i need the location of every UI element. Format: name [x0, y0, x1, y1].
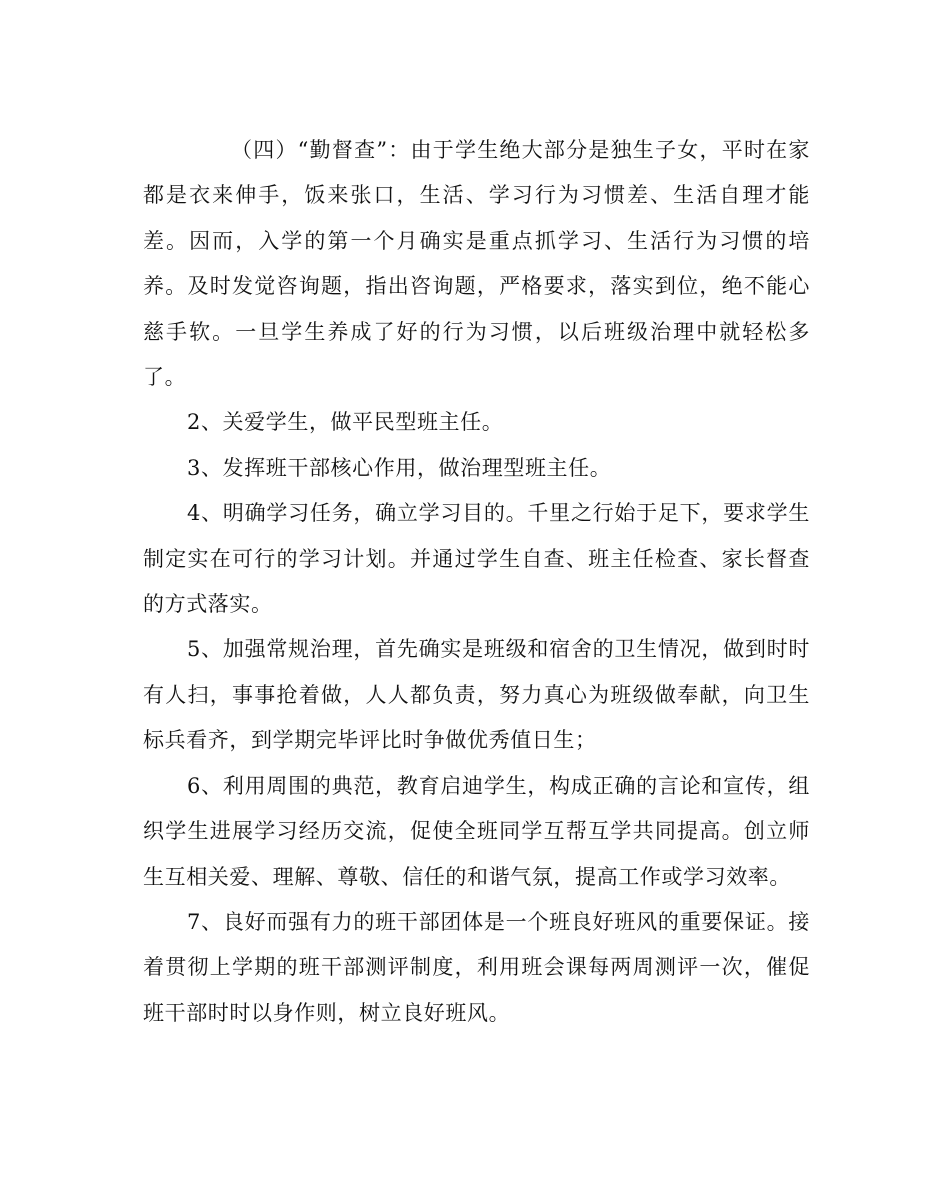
paragraph-item-7: 7、良好而强有力的班干部团体是一个班良好班风的重要保证。接着贯彻上学期的班干部测评制度，利用班会课每两周测评一次，催促班干部时时以身作则，树立良好班风。 [143, 909, 810, 1025]
paragraph-item-6: 6、利用周围的典范，教育启迪学生，构成正确的言论和宣传，组织学生进展学习经历交流，促使全班同学互帮互学共同提高。创立师生互相关爱、理解、尊敬、信任的和谐气氛，提高工作或学习效率。 [143, 773, 810, 889]
paragraph-item-5: 5、加强常规治理，首先确实是班级和宿舍的卫生情况，做到时时有人扫，事事抢着做，人人都负责，努力真心为班级做奉献，向卫生标兵看齐，到学期完毕评比时争做优秀值日生； [143, 637, 810, 753]
paragraph-item-2: 2、关爱学生，做平民型班主任。 [187, 410, 504, 435]
paragraph-item-4: 4、明确学习任务，确立学习目的。千里之行始于足下，要求学生制定实在可行的学习计划。并通过学生自查、班主任检查、家长督查的方式落实。 [143, 501, 810, 617]
paragraph-item-3: 3、发挥班干部核心作用，做治理型班主任。 [187, 455, 612, 480]
paragraph-diligent-supervision: （四）“勤督查”：由于学生绝大部分是独生子女，平时在家都是衣来伸手，饭来张口，生活、学习行为习惯差、生活自理才能差。因而，入学的第一个月确实是重点抓学习、生活行为习惯的培养。及时发觉咨询题，指出咨询题，严格要求，落实到位，绝不能心慈手软。一旦学生养成了好的行为习惯，以后班级治理中就轻松多了。 [143, 138, 810, 390]
